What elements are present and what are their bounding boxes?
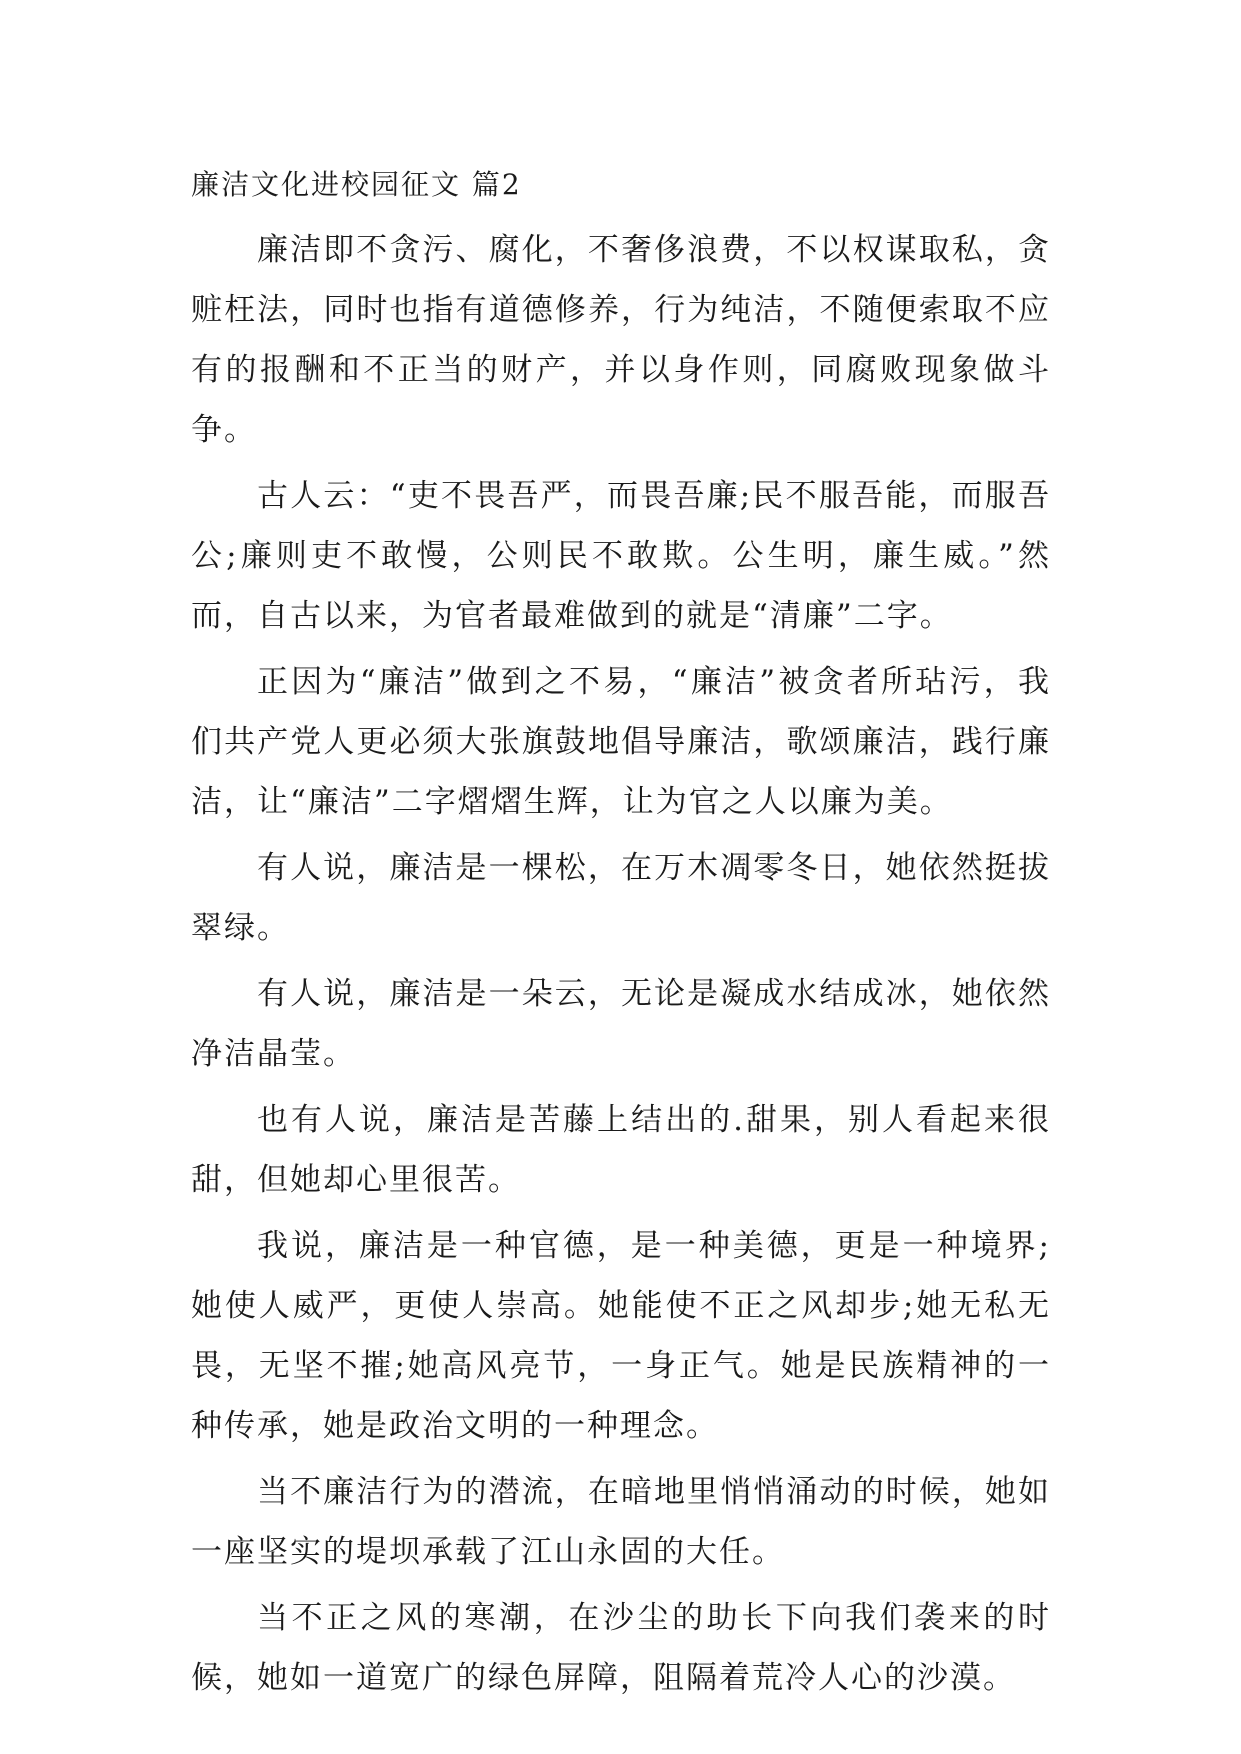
paragraph-5: 有人说，廉洁是一朵云，无论是凝成水结成冰，她依然净洁晶莹。 — [191, 976, 1051, 1072]
paragraph-6: 也有人说，廉洁是苦藤上结出的.甜果，别人看起来很甜，但她却心里很苦。 — [191, 1102, 1051, 1198]
paragraph-8: 当不廉洁行为的潜流，在暗地里悄悄涌动的时候，她如一座坚实的堤坝承载了江山永固的大任。 — [191, 1474, 1051, 1570]
paragraph-1: 廉洁即不贪污、腐化，不奢侈浪费，不以权谋取私，贪赃枉法，同时也指有道德修养，行为纯洁，不随便索取不应有的报酬和不正当的财产，并以身作则，同腐败现象做斗争。 — [191, 232, 1051, 448]
paragraph-2: 古人云：“吏不畏吾严，而畏吾廉;民不服吾能，而服吾公;廉则吏不敢慢，公则民不敢欺。公生明，廉生威。”然而，自古以来，为官者最难做到的就是“清廉”二字。 — [191, 478, 1051, 634]
document-body — [191, 160, 1051, 1714]
paragraph-4: 有人说，廉洁是一棵松，在万木凋零冬日，她依然挺拔翠绿。 — [191, 850, 1051, 946]
paragraph-9: 当不正之风的寒潮，在沙尘的助长下向我们袭来的时候，她如一道宽广的绿色屏障，阻隔着荒冷人心的沙漠。 — [191, 1600, 1051, 1696]
paragraph-7: 我说，廉洁是一种官德，是一种美德，更是一种境界;她使人威严，更使人崇高。她能使不正之风却步;她无私无畏，无坚不摧;她高风亮节，一身正气。她是民族精神的一种传承，她是政治文明的一种理念。 — [191, 1228, 1051, 1444]
paragraph-3: 正因为“廉洁”做到之不易，“廉洁”被贪者所玷污，我们共产党人更必须大张旗鼓地倡导廉洁，歌颂廉洁，践行廉洁，让“廉洁”二字熠熠生辉，让为官之人以廉为美。 — [191, 664, 1051, 820]
document-title: 廉洁文化进校园征文 篇2 — [191, 168, 522, 201]
